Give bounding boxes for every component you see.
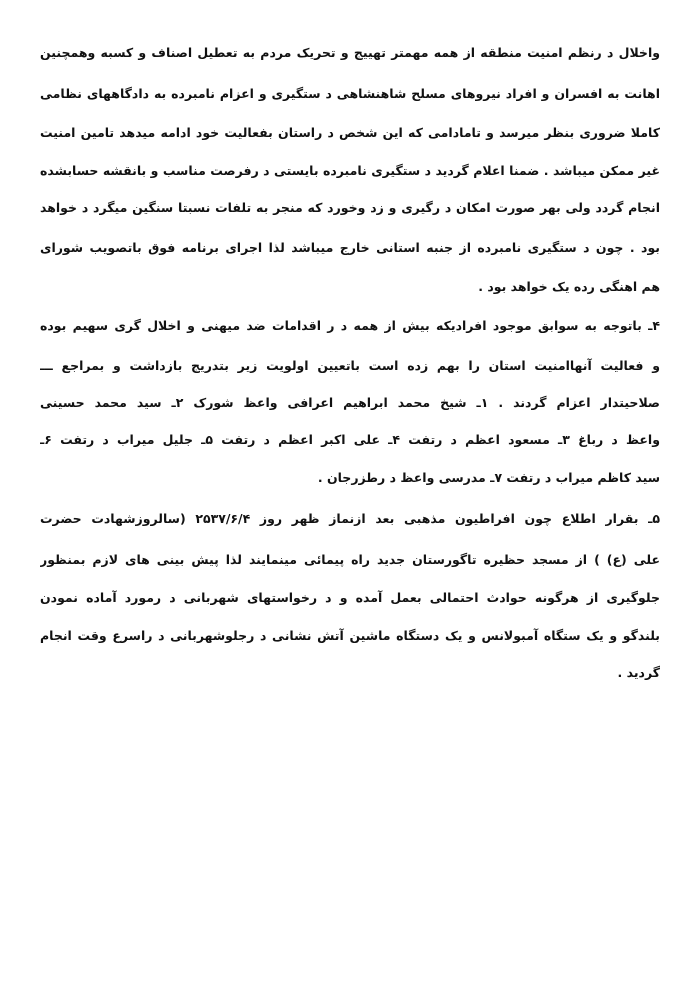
text-line: ۴ـ باتوجه به سوابق موجود افرادیکه بیش از همه د ر اقدامات ضد میهنی و اخلال گری سهیم بوده bbox=[40, 318, 660, 333]
text-line: و فعالیت آنهاامنیت استان را بهم زده است باتعیین اولویت زیر بتدریج بازداشت و بمراجع ـــ bbox=[40, 358, 660, 373]
text-line: انجام گردد ولی بهر صورت امکان د رگیری و زد وخورد که منجر به تلفات نسبتا سنگین میگرد د خواهد bbox=[40, 200, 660, 215]
text-line: واعظ د رباغ ۳ـ مسعود اعظم د رتفت ۴ـ علی اکبر اعظم د رتفت ۵ـ جلیل میراب د رتفت ۶ـ bbox=[40, 432, 660, 447]
text-line: علی (ع) ) از مسجد حظیره تاگورستان جدید راه پیمائی مینمایند لذا پیش بینی های لازم بمنظور bbox=[40, 552, 660, 567]
text-line: هم اهنگی رده یک خواهد بود . bbox=[478, 279, 660, 294]
text-line: بود . چون د ستگیری نامبرده از جنبه استانی خارج میباشد لذا اجرای برنامه فوق باتصویب شورای bbox=[40, 240, 660, 255]
text-line: اهانت به افسران و افراد نیروهای مسلح شاهنشاهی د ستگیری و اعزام نامبرده به دادگاههای نظامی bbox=[40, 86, 660, 101]
text-line: بلندگو و یک ستگاه آمبولانس و یک دستگاه ماشین آتش نشانی د رجلوشهربانی د راسرع وقت انجام bbox=[40, 628, 660, 643]
text-line: واخلال د رنظم امنیت منطقه از همه مهمتر تهییج و تحریک مردم به تعطیل اصناف و کسبه وهمچنین bbox=[40, 45, 660, 60]
text-line: کاملا ضروری بنظر میرسد و تامادامی که این شخص د راستان بفعالیت خود ادامه میدهد تامین امنیت bbox=[40, 125, 660, 140]
text-line: غیر ممکن میباشد . ضمنا اعلام گردید د ستگیری نامبرده بایستی د رفرصت مناسب و بانقشه حسابشده bbox=[40, 163, 660, 178]
text-line: صلاحیتدار اعزام گردند . ۱ـ شیخ محمد ابراهیم اعرافی واعظ شورک ۲ـ سید محمد حسینی bbox=[40, 395, 660, 410]
text-line: گردید . bbox=[617, 665, 660, 680]
text-line: سید کاظم میراب د رتفت ۷ـ مدرسی واعظ د رطزرجان . bbox=[317, 470, 660, 485]
text-line: جلوگیری از هرگونه حوادث احتمالی بعمل آمده و د رخواستهای شهربانی د رمورد آماده نمودن bbox=[40, 590, 660, 605]
text-line: ۵ـ بقرار اطلاع چون افراطیون مذهبی بعد ازنماز ظهر روز ۲۵۳۷/۶/۴ (سالروزشهادت حضرت bbox=[40, 511, 660, 526]
